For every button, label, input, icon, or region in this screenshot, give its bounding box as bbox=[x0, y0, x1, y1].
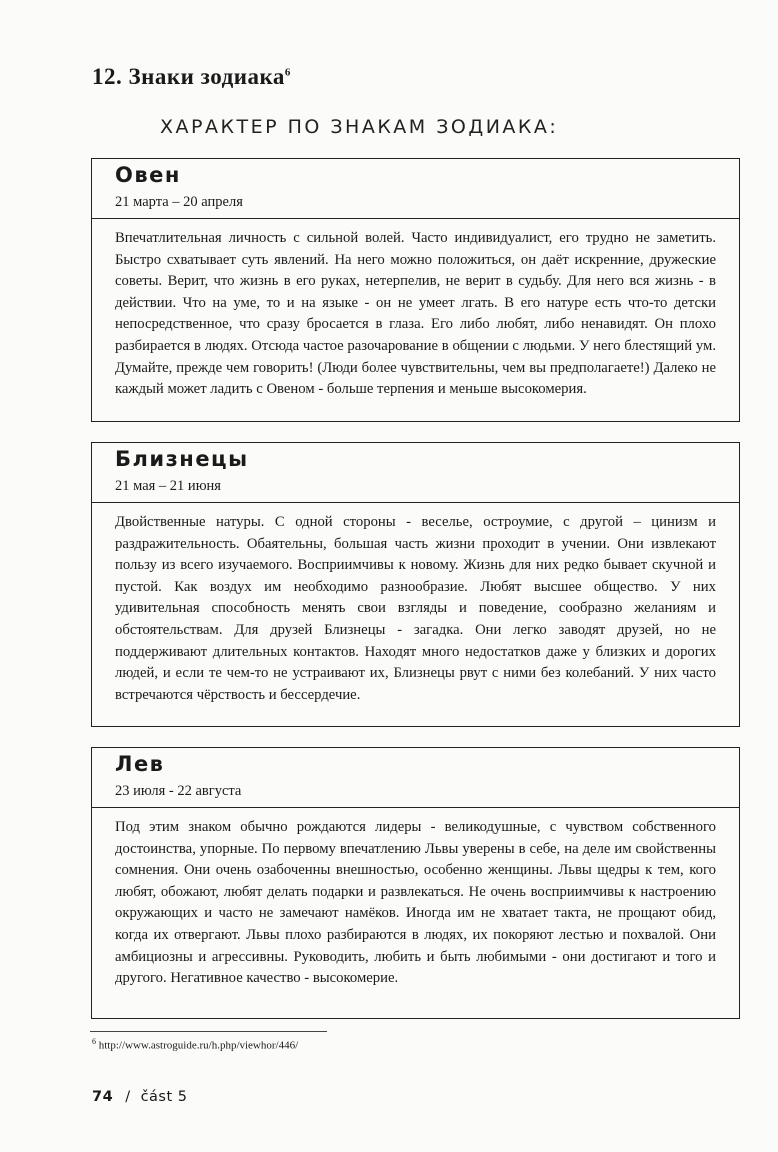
footnote-mark: 6 bbox=[92, 1037, 96, 1046]
page-title-text: 12. Знаки зодиака bbox=[92, 64, 285, 89]
footnote-divider bbox=[90, 1031, 327, 1032]
sign-description: Впечатлительная личность с сильной волей. Часто индивидуалист, его трудно не заметить. Быстро схватывает суть явлений. На него можно положиться, он даёт искренние, дружеские советы. Верит, что жизнь в его руках, нетерпелив, не верит в судьбу. Для него вся жизнь - в действии. Что на уме, то и на языке - он не умеет лгать. В его натуре есть что-то детски непосредственное, что сразу бросается в глаза. Его либо любят, либо ненавидят. Он плохо разбирается в людях. Отсюда частое разочарование в общении с людьми. У него блестящий ум. Думайте, прежде чем говорить! (Люди более чувствительны, чем вы предполагаете!) Далеко не каждый может ладить с Овеном - больше терпения и меньше высокомерия. bbox=[115, 230, 716, 398]
page-title bbox=[92, 64, 291, 90]
sign-name: Овен bbox=[115, 163, 181, 187]
sign-dates: 23 июля - 22 августа bbox=[115, 783, 242, 799]
sign-description: Двойственные натуры. С одной стороны - веселье, остроумие, с другой – цинизм и раздражительность. Обаятельны, большая часть жизни проходит в учении. Они извлекают пользу из всего изучаемого. Восприимчивы к новому. Жизнь для них редко бывает скучной и пустой. Как воздух им необходимо разнообразие. Любят высшее общество. У них удивительная способность менять свои взгляды и поведение, сообразно желаниям и обстоятельствам. Для друзей Близнецы - загадка. Они легко заводят друзей, но не поддерживают длительных контактов. Находят много недостатков даже у близких и дорогих людей, и если те чем-то не устраивают их, Близнецы рвут с ними без колебаний. У них часто встречаются чёрствость и бессердечие. bbox=[115, 514, 716, 703]
footer-separator: / bbox=[125, 1089, 131, 1105]
sign-description: Под этим знаком обычно рождаются лидеры - великодушные, с чувством собственного достоинства, упорные. По первому впечатлению Львы уверены в себе, на деле им свойственны сомнения. Они очень озабоченны внешностью, особенно женщины. Львы щедры к тем, кого любят, обожают, любят делать подарки и развлекаться. Не очень восприимчивы к настроению окружающих и часто не замечают намёков. Иногда им не хватает такта, не прощают обид, когда их отвергают. Львы плохо разбираются в людях, их покоряют лестью и похвалой. Они амбициозны и агрессивны. Руководить, любить и быть любимыми - они достигают и того и другого. Негативное качество - высокомерие. bbox=[115, 819, 716, 987]
page-footer bbox=[92, 1089, 188, 1105]
sign-dates: 21 марта – 20 апреля bbox=[115, 194, 243, 210]
card-header bbox=[92, 159, 739, 219]
page-number: 74 bbox=[92, 1089, 114, 1105]
zodiac-card-leo bbox=[91, 747, 740, 1019]
card-header bbox=[92, 443, 739, 503]
footnote bbox=[92, 1037, 298, 1052]
zodiac-card-gemini bbox=[91, 442, 740, 727]
zodiac-card-aries bbox=[91, 158, 740, 422]
sign-name: Близнецы bbox=[115, 447, 249, 471]
footer-section: část 5 bbox=[140, 1089, 188, 1105]
sign-dates: 21 мая – 21 июня bbox=[115, 478, 221, 494]
footnote-link[interactable]: http://www.astroguide.ru/h.php/viewhor/446/ bbox=[98, 1039, 299, 1052]
card-header bbox=[92, 748, 739, 808]
section-heading: ХАРАКТЕР ПО ЗНАКАМ ЗОДИАКА: bbox=[160, 116, 559, 138]
sign-name: Лев bbox=[115, 752, 165, 776]
title-footnote-mark: 6 bbox=[284, 66, 291, 79]
